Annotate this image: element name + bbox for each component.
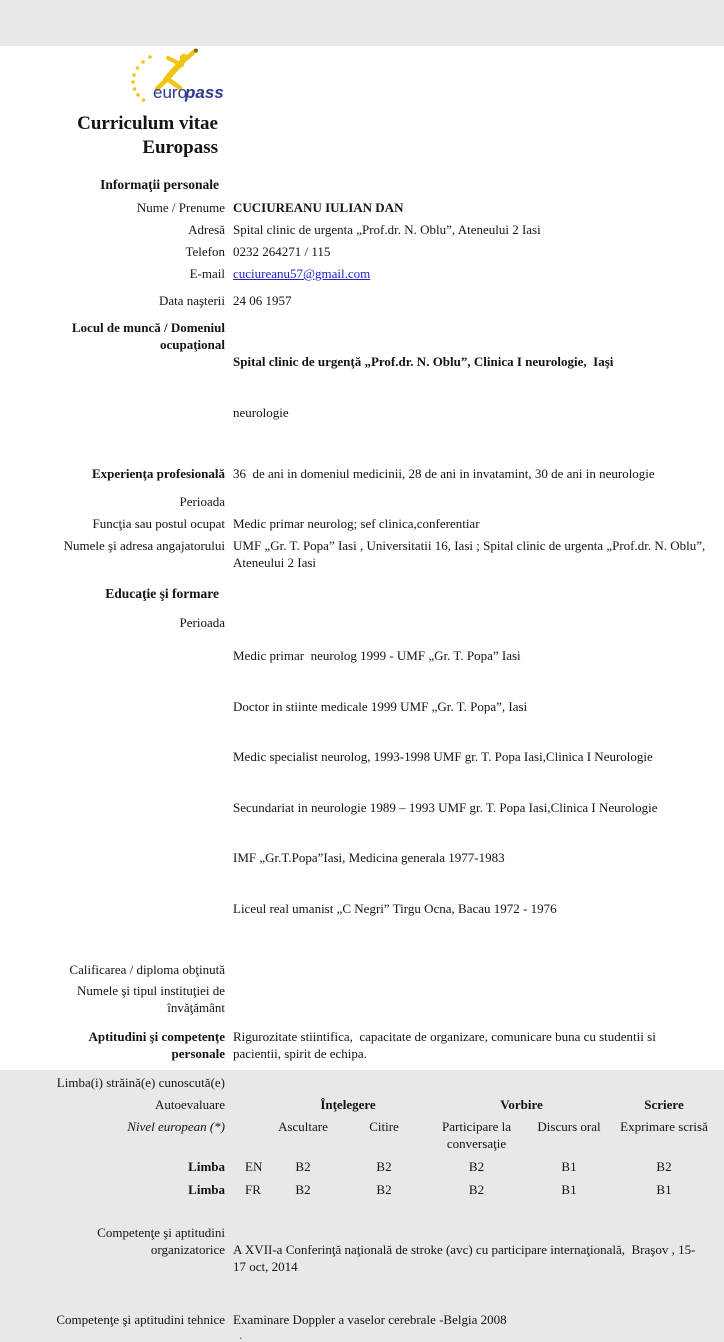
level-cell: B2 (376, 1182, 392, 1197)
birthdate-value: 24 06 1957 (233, 293, 292, 308)
col-header-reading: Citire (369, 1119, 399, 1134)
level-cell: B1 (656, 1182, 672, 1197)
field-personal-skills (0, 1028, 724, 1062)
workplace-value-domain: neurologie (233, 405, 289, 420)
field-qualification (0, 961, 724, 978)
stray-mark: . (239, 1327, 243, 1342)
title-line-1: Curriculum vitae (77, 113, 218, 134)
field-education-period (0, 614, 724, 951)
languages-known-label: Limba(i) străină(e) cunoscută(e) (56, 1075, 225, 1090)
employer-value: UMF „Gr. T. Popa” Iasi , Universitatii 16, Iasi ; Spital clinic de urgenta „Prof.dr. N. Oblu”, Ateneului 2 Iasi (233, 538, 708, 570)
phone-value: 0232 264271 / 115 (233, 244, 331, 259)
education-entry: Secundariat in neurologie 1989 – 1993 UMF gr. T. Popa Iasi,Clinica I Neurologie (233, 799, 658, 815)
education-entry: Doctor in stiinte medicale 1999 UMF „Gr. T. Popa”, Iasi (233, 698, 528, 714)
employer-label: Numele şi adresa angajatorului (63, 538, 225, 553)
level-cell: B2 (468, 1159, 485, 1174)
field-address (0, 221, 724, 238)
qualification-label: Calificarea / diploma obţinută (69, 962, 225, 977)
field-phone (0, 243, 724, 260)
email-label: E-mail (189, 266, 225, 281)
section-education-heading (0, 585, 724, 602)
birthdate-label: Data naşterii (158, 293, 225, 308)
org-competences-value: A XVII-a Conferinţă naţională de stroke (avc) cu participare internaţională, Braşov , 15-17 oct, 2014 (233, 1242, 696, 1274)
language-row-label: Limba (188, 1159, 225, 1174)
language-row-label: Limba (188, 1182, 225, 1197)
group-header-understanding: Înţelegere (320, 1097, 376, 1112)
language-row-en (0, 1158, 724, 1175)
phone-label: Telefon (185, 244, 225, 259)
col-header-conversation: Participare la conversaţie (442, 1119, 511, 1151)
language-row-fr (0, 1181, 724, 1198)
level-cell: B2 (376, 1159, 392, 1174)
section-personal-heading (0, 176, 724, 193)
address-label: Adresă (188, 222, 225, 237)
field-workplace (0, 319, 724, 455)
level-cell: B2 (295, 1159, 311, 1174)
work-period-label: Perioada (179, 494, 225, 509)
european-level-label: Nivel european (*) (127, 1119, 225, 1134)
org-competences-label: Competenţe şi aptitudini organizatorice (97, 1225, 225, 1257)
level-cell: B2 (656, 1159, 672, 1174)
education-entry: Medic primar neurolog 1999 - UMF „Gr. T. Popa” Iasi (233, 648, 521, 663)
workplace-label: Locul de muncă / Domeniul ocupaţional (71, 320, 225, 352)
workplace-value-main: Spital clinic de urgenţă „Prof.dr. N. Oblu”, Clinica I neurologie, Iaşi (233, 354, 614, 369)
field-email (0, 265, 724, 282)
education-period-label: Perioada (179, 615, 225, 630)
tech-competences-label: Competenţe şi aptitudini tehnice (56, 1312, 225, 1327)
field-work-period (0, 493, 724, 510)
address-value: Spital clinic de urgenta „Prof.dr. N. Oblu”, Ateneului 2 Iasi (233, 222, 541, 237)
cv-document-page (0, 46, 724, 1342)
personal-skills-value: Rigurozitate stiintifica, capacitate de organizare, comunicare buna cu studentii si pacientii, spirit de echipa. (233, 1029, 660, 1061)
language-code: EN (245, 1159, 263, 1174)
personal-heading: Informaţii personale (100, 177, 219, 192)
education-entry: Medic specialist neurolog, 1993-1998 UMF gr. T. Popa Iasi,Clinica I Neurologie (233, 749, 653, 764)
level-cell: B2 (295, 1182, 311, 1197)
europass-logo (122, 46, 242, 106)
col-header-listening: Ascultare (278, 1119, 328, 1134)
language-table-column-header-row (0, 1118, 724, 1152)
field-org-competences (0, 1224, 724, 1275)
field-tech-competences (0, 1311, 724, 1328)
experience-label: Experienţa profesională (91, 466, 225, 481)
field-birthdate (0, 292, 724, 309)
language-code: FR (245, 1182, 261, 1197)
education-entry: Liceul real umanist „C Negri” Tirgu Ocna, Bacau 1972 - 1976 (233, 900, 557, 916)
group-header-speaking: Vorbire (500, 1097, 543, 1112)
field-experience (0, 465, 724, 482)
europass-logo-graphic (122, 46, 242, 106)
email-link[interactable]: cuciureanu57@gmail.com (233, 266, 371, 281)
language-table-group-header-row (0, 1096, 724, 1113)
personal-skills-label: Aptitudini şi competenţe personale (88, 1029, 225, 1061)
level-cell: B1 (561, 1159, 577, 1174)
level-cell: B1 (561, 1182, 577, 1197)
institution-label: Numele şi tipul instituţiei de învăţământ (76, 983, 225, 1015)
self-assessment-label: Autoevaluare (154, 1097, 225, 1112)
field-employer (0, 537, 724, 571)
experience-value: 36 de ani in domeniul medicinii, 28 de ani in invatamint, 30 de ani in neurologie (233, 466, 655, 481)
education-heading: Educaţie şi formare (105, 586, 219, 601)
logo-euro-text: euro (153, 83, 188, 102)
logo-pass-text: pass (185, 83, 224, 102)
position-value: Medic primar neurolog; sef clinica,conferentiar (233, 516, 480, 531)
title-line-2: Europass (142, 137, 218, 158)
name-value: CUCIUREANU IULIAN DAN (233, 200, 404, 215)
tech-competences-value: Examinare Doppler a vaselor cerebrale -Belgia 2008 (233, 1312, 507, 1327)
field-name (0, 199, 724, 216)
group-header-writing: Scriere (644, 1097, 684, 1112)
level-cell: B2 (468, 1182, 485, 1197)
field-institution (0, 982, 724, 1016)
col-header-writing: Exprimare scrisă (620, 1119, 708, 1134)
position-label: Funcţia sau postul ocupat (92, 516, 225, 531)
field-languages-known (0, 1074, 724, 1091)
page-title (0, 112, 218, 160)
star-arc-icon (131, 55, 152, 102)
name-label: Nume / Prenume (136, 200, 225, 215)
education-entry: IMF „Gr.T.Popa”Iasi, Medicina generala 1977-1983 (233, 850, 505, 865)
field-position (0, 515, 724, 532)
col-header-oral: Discurs oral (537, 1119, 601, 1134)
